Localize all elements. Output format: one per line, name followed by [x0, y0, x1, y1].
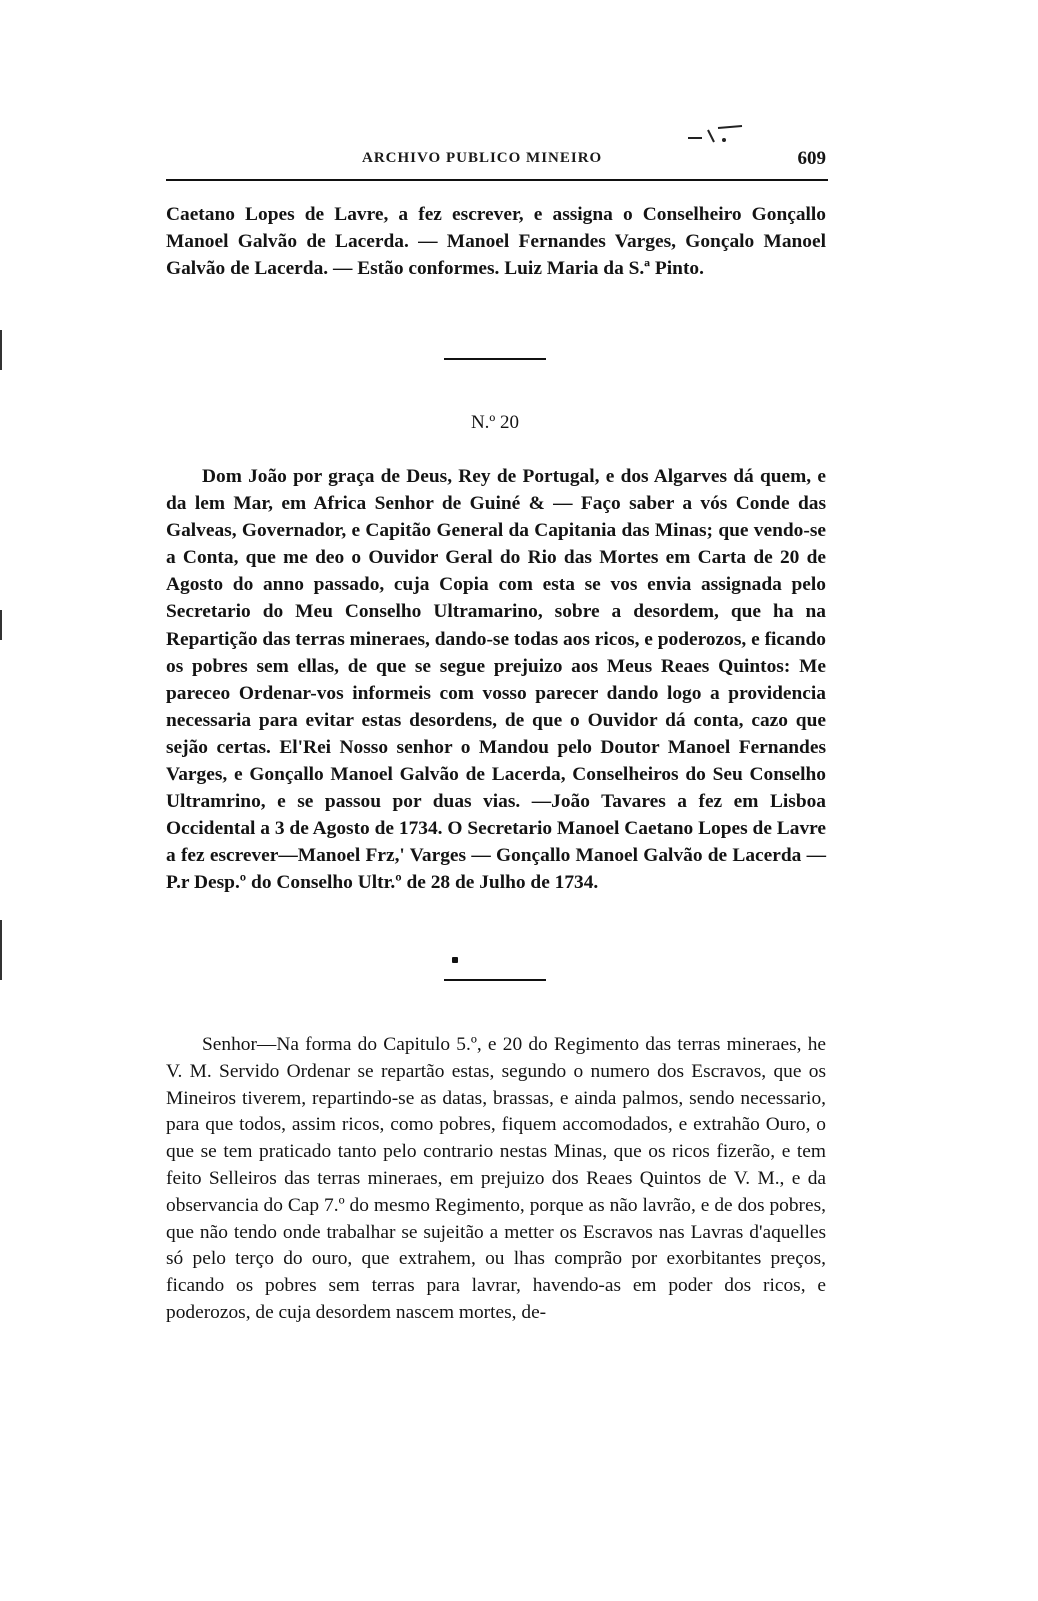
stamp-mark — [680, 120, 750, 150]
section-separator — [444, 979, 546, 981]
senhor-paragraph: Senhor—Na forma do Capitulo 5.º, e 20 do Regimento das terras mineraes, he V. M. Servido Ordenar se repartão estas, segundo o numero dos Escravos, que os Mineiros tiverem, repartindo-se as datas, brassas, e ainda palmos, sendo necessario, para que todos, assim ricos, como pobres, fiquem accomodados, e extrahão Ouro, o que se tem praticado tanto pelo contrario nestas Minas, que os ricos fizerão, e tem feito Selleiros das terras mineraes, em prejuizo dos Reaes Quintos de V. M., e da observancia do Cap 7.º do mesmo Regimento, porque as não lavrão, e de dos pobres, que não tendo onde trabalhar se sujeitão a metter os Escravos nas Lavras d'aquelles só pelo terço do ouro, que extrahem, ou lhas comprão por exorbitantes preços, ficando os pobres sem terras para lavrar, havendo-as em poder dos ricos, e poderozos, de cuja desordem nascem mortes, de- — [166, 1034, 826, 1323]
scan-edge-mark — [0, 610, 2, 640]
running-header — [166, 150, 826, 174]
intro-paragraph: Caetano Lopes de Lavre, a fez escrever, e assigna o Conselheiro Gonçallo Manoel Galvão de Lacerda. — Manoel Fernandes Varges, Gonçalo Manoel Galvão de Lacerda. — Estão conformes. Luiz Maria da S.ª Pinto. — [166, 204, 826, 280]
header-rule — [166, 179, 828, 181]
running-title: ARCHIVO PUBLICO MINEIRO — [362, 150, 603, 166]
carta-paragraph: Dom João por graça de Deus, Rey de Portugal, e dos Algarves dá quem, e da lem Mar, em Africa Senhor de Guiné & — Faço saber a vós Conde das Galveas, Governador, e Capitão General da Capitania das Minas; que vendo-se a Conta, que me deo o Ouvidor Geral do Rio das Mortes em Carta de 20 de Agosto do anno passado, cuja Copia com esta se vos envia assignada pelo Secretario do Meu Conselho Ultramarino, sobre a desordem, que ha na Repartição das terras mineraes, dando-se todas aos ricos, e poderozos, e ficando os pobres sem ellas, de que se segue prejuizo aos Meus Reaes Quintos: Me pareceo Ordenar-vos informeis com vosso parecer dando logo a providencia necessaria para evitar estas desordens, de que o Ouvidor dá conta, cazo que sejão certas. El'Rei Nosso senhor o Mandou pelo Doutor Manoel Fernandes Varges, e Gonçallo Manoel Galvão de Lacerda, Conselheiros do Seu Conselho Ultramrino, e se passou por duas vias. —João Tavares a fez em Lisboa Occidental a 3 de Agosto de 1734. O Secretario Manoel Caetano Lopes de Lavre a fez escrever—Manoel Frz,' Varges — Gonçallo Manoel Galvão de Lacerda — P.r Desp.º do Conselho Ultr.º de 28 de Julho de 1734. — [166, 466, 826, 894]
page-number: 609 — [797, 148, 826, 169]
separator-dot — [452, 957, 458, 963]
document-number: N.º 20 — [470, 412, 520, 433]
scan-edge-mark — [0, 330, 2, 370]
scan-edge-mark — [0, 920, 2, 980]
section-separator — [444, 358, 546, 360]
